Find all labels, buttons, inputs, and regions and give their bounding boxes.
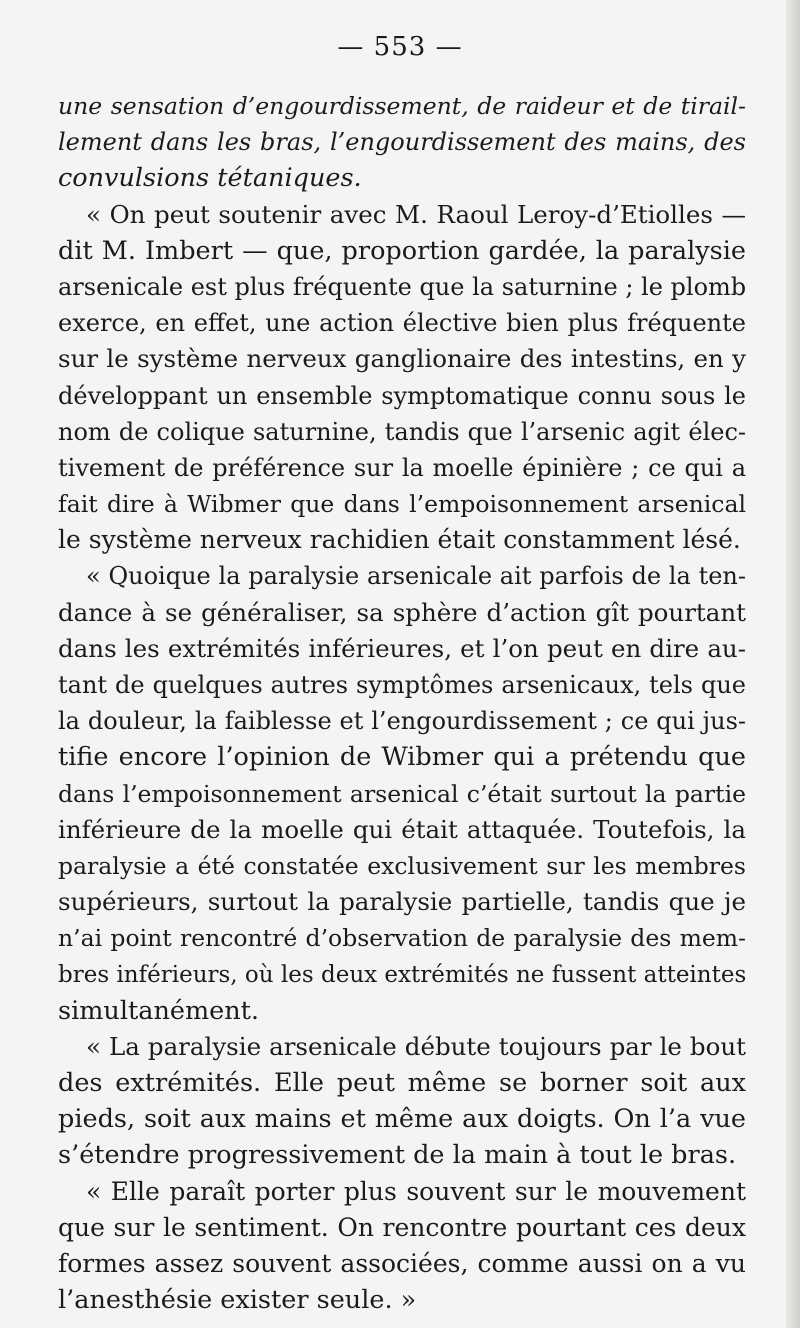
text-line: « La paralysie arsenicale débute toujours par le bout [86, 1031, 746, 1061]
text-line: inférieure de la moelle qui était attaquée. Toutefois, la [58, 814, 746, 844]
text-line: que sur le sentiment. On rencontre pourtant ces deux [58, 1212, 746, 1242]
text-line: simultanément. [58, 995, 260, 1026]
text-line: une sensation d’engourdissement, de raideur et de tirail- [58, 92, 746, 120]
text-line: formes assez souvent associées, comme aussi on a vu [58, 1249, 746, 1278]
text-line: tant de quelques autres symptômes arsenicaux, tels que [58, 671, 746, 699]
text-line: arsenicale est plus fréquente que la saturnine ; le plomb [58, 272, 747, 301]
text-line: dans l’empoisonnement arsenical c’était surtout la partie [58, 779, 746, 808]
text-line: fait dire à Wibmer que dans l’empoisonnement arsenical [58, 490, 746, 519]
text-line: dance à se généraliser, sa sphère d’action gît pourtant [58, 597, 746, 627]
body-text [58, 88, 746, 1318]
text-line: convulsions tétaniques. [58, 163, 362, 194]
text-line: des extrémités. Elle peut même se borner soit aux [58, 1068, 746, 1099]
text-line: exerce, en effet, une action élective bien plus fréquente [58, 309, 746, 338]
text-line: « On peut soutenir avec M. Raoul Leroy-d’Etiolles — [86, 199, 746, 229]
text-line: « Quoique la paralysie arsenicale ait parfois de la ten- [86, 562, 746, 591]
text-line: bres inférieurs, où les deux extrémités ne fussent atteintes [58, 961, 747, 988]
text-line: nom de colique saturnine, tandis que l’arsenic agit élec- [58, 417, 746, 446]
text-line: tifie encore l’opinion de Wibmer qui a prétendu que [58, 742, 746, 773]
page-edge [786, 0, 800, 1328]
text-line: paralysie a été constatée exclusivement sur les membres [58, 851, 746, 880]
text-line: pieds, soit aux mains et même aux doigts. On l’a vue [58, 1104, 746, 1135]
text-line: dit M. Imbert — que, proportion gardée, la paralysie [58, 235, 746, 266]
text-line: supérieurs, surtout la paralysie partielle, tandis que je [58, 887, 746, 917]
text-line: lement dans les bras, l’engourdissement des mains, des [58, 128, 746, 157]
text-line: « Elle paraît porter plus souvent sur le mouvement [86, 1176, 746, 1206]
text-line: sur le système nerveux ganglionaire des intestins, en y [58, 344, 746, 374]
text-line: dans les extrémités inférieures, et l’on peut en dire au- [58, 633, 746, 663]
text-line: tivement de préférence sur la moelle épinière ; ce qui a [58, 453, 746, 482]
text-line: le système nerveux rachidien était constamment lésé. [58, 525, 741, 555]
page-number: — 553 — [337, 32, 463, 62]
text-line: développant un ensemble symptomatique connu sous le [58, 381, 746, 410]
text-line: n’ai point rencontré d’observation de paralysie des mem- [58, 924, 746, 953]
text-line: l’anesthésie exister seule. » [58, 1285, 417, 1316]
text-line: s’étendre progressivement de la main à tout le bras. [58, 1140, 737, 1171]
text-line: la douleur, la faiblesse et l’engourdissement ; ce qui jus- [58, 707, 746, 736]
